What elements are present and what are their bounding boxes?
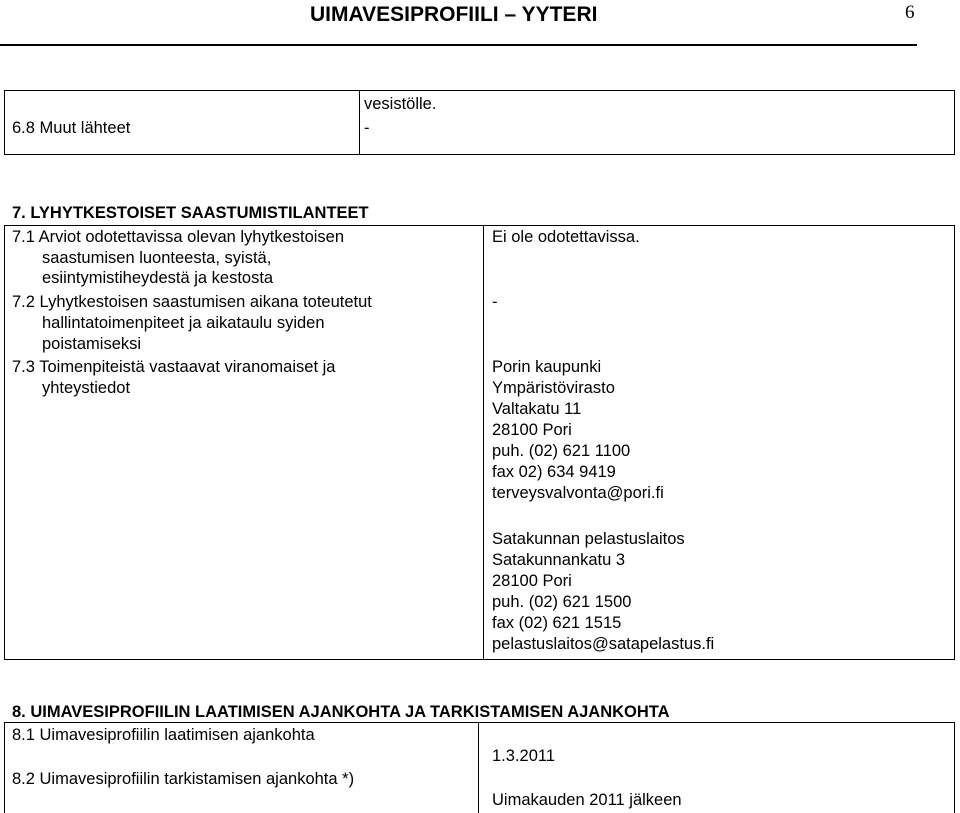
section-8-top-rule xyxy=(4,722,955,723)
item-7-2-line-1: 7.2 Lyhytkestoisen saastumisen aikana toteutetut xyxy=(12,293,372,311)
section-7-table xyxy=(4,225,955,660)
row-8-1-value: 1.3.2011 xyxy=(492,747,556,765)
contact-1-phone: puh. (02) 621 1100 xyxy=(492,442,631,460)
sources-table-divider xyxy=(359,91,360,154)
contact-1-dept: Ympäristövirasto xyxy=(492,379,615,397)
row-8-1-label: 8.1 Uimavesiprofiilin laatimisen ajankohta xyxy=(12,726,315,744)
sources-continuation-text: vesistölle. xyxy=(364,95,437,113)
item-7-1-line-1: 7.1 Arviot odotettavissa olevan lyhytkestoisen xyxy=(12,228,345,246)
contact-2-postcode: 28100 Pori xyxy=(492,572,572,590)
item-7-1-line-3: esiintymistiheydestä ja kestosta xyxy=(42,269,274,287)
contact-2-email: pelastuslaitos@satapelastus.fi xyxy=(492,635,715,653)
item-7-2-line-3: poistamiseksi xyxy=(42,335,142,353)
page-number: 6 xyxy=(905,2,915,23)
row-8-2-label: 8.2 Uimavesiprofiilin tarkistamisen ajankohta *) xyxy=(12,770,355,788)
item-7-1-value: Ei ole odotettavissa. xyxy=(492,228,640,246)
section-8-left-border xyxy=(4,722,5,813)
section-8-right-border xyxy=(954,722,955,813)
contact-2-fax: fax (02) 621 1515 xyxy=(492,614,622,632)
contact-1-street: Valtakatu 11 xyxy=(492,400,582,418)
contact-1-fax: fax 02) 634 9419 xyxy=(492,463,616,481)
contact-1-org: Porin kaupunki xyxy=(492,358,602,376)
item-7-2-line-2: hallintatoimenpiteet ja aikataulu syiden xyxy=(42,314,325,332)
item-7-3-line-2: yhteystiedot xyxy=(42,379,131,397)
item-7-2-value: - xyxy=(492,293,498,311)
contact-1-email: terveysvalvonta@pori.fi xyxy=(492,484,664,502)
item-7-3-line-1: 7.3 Toimenpiteistä vastaavat viranomaiset ja xyxy=(12,358,336,376)
section-8-heading: 8. UIMAVESIPROFIILIN LAATIMISEN AJANKOHTA JA TARKISTAMISEN AJANKOHTA xyxy=(12,703,670,721)
contact-2-street: Satakunnankatu 3 xyxy=(492,551,626,569)
contact-2-phone: puh. (02) 621 1500 xyxy=(492,593,632,611)
contact-1-postcode: 28100 Pori xyxy=(492,421,572,439)
contact-2-org: Satakunnan pelastuslaitos xyxy=(492,530,685,548)
sources-table xyxy=(4,90,955,155)
sources-row-label: 6.8 Muut lähteet xyxy=(12,119,131,137)
section-8-divider xyxy=(478,722,479,813)
row-8-2-value: Uimakauden 2011 jälkeen xyxy=(492,791,682,809)
sources-row-value: - xyxy=(364,119,370,137)
header-rule xyxy=(0,44,917,46)
page-title: UIMAVESIPROFIILI – YYTERI xyxy=(310,3,598,26)
item-7-1-line-2: saastumisen luonteesta, syistä, xyxy=(42,249,272,267)
section-7-heading: 7. LYHYTKESTOISET SAASTUMISTILANTEET xyxy=(12,204,369,222)
section-7-table-divider xyxy=(483,226,484,659)
